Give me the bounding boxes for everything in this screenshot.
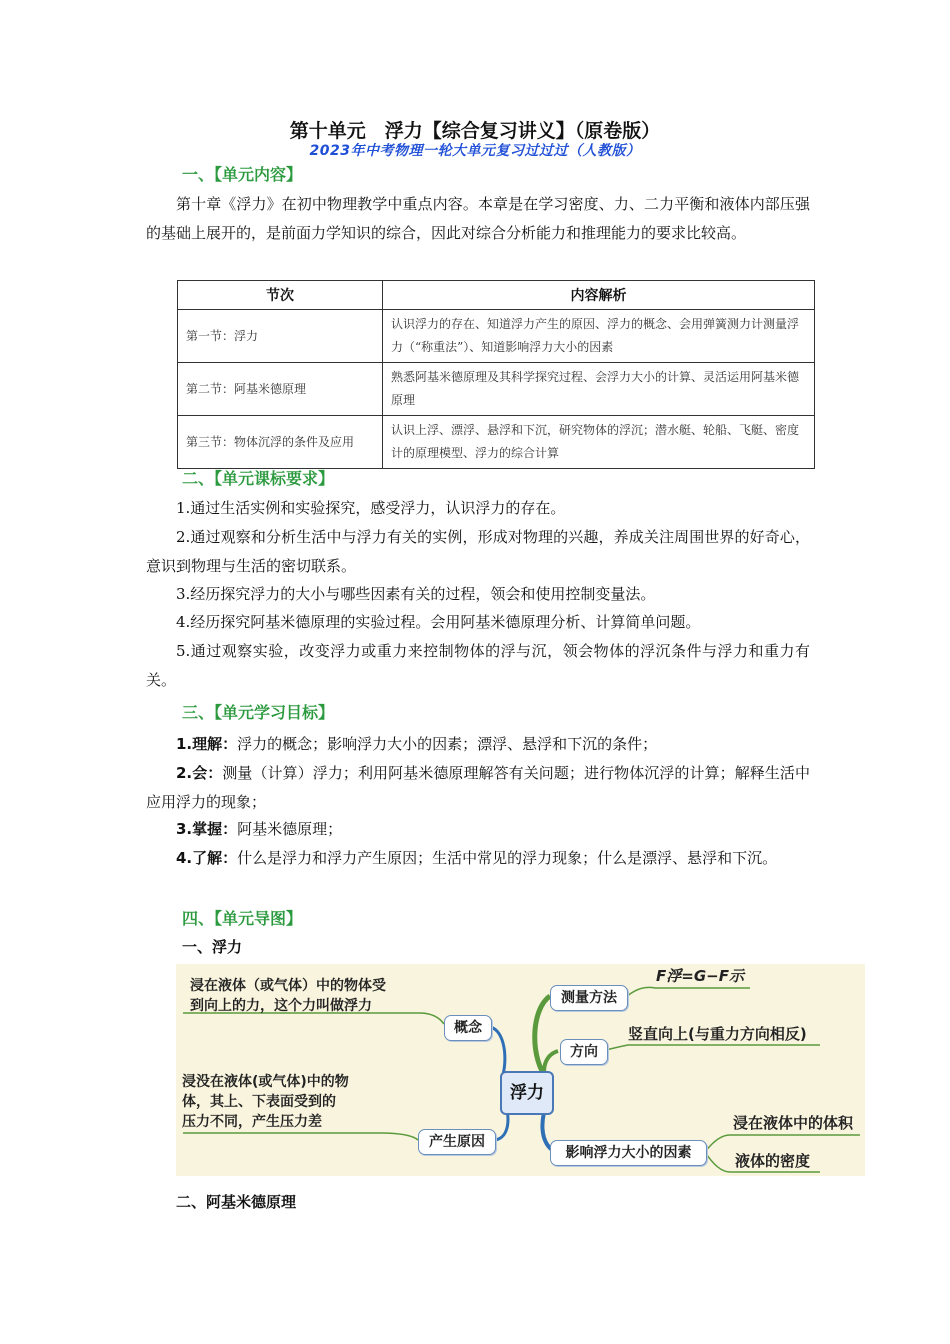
table-cell-analysis: 认识上浮、漂浮、悬浮和下沉，研究物体的浮沉；潜水艇、轮船、飞艇、密度计的原理模型、浮力的综合计算: [383, 416, 815, 469]
cause-line: 体，其上、下表面受到的: [182, 1094, 336, 1110]
goal-text: 浮力的概念；影响浮力大小的因素；漂浮、悬浮和下沉的条件；: [237, 735, 658, 753]
section2-heading: 二、【单元课标要求】: [182, 469, 335, 488]
table-cell-analysis: 熟悉阿基米德原理及其科学探究过程、会浮力大小的计算、灵活运用阿基米德原理: [383, 363, 815, 416]
concept-node: 概念: [444, 1015, 492, 1041]
concept-definition: [190, 976, 386, 1016]
requirement-item: 2.通过观察和分析生活中与浮力有关的实例，形成对物理的兴趣，养成关注周围世界的好奇心，意识到物理与生活的密切联系。: [146, 528, 810, 575]
factors-node: 影响浮力大小的因素: [550, 1140, 707, 1166]
document-title: 第十单元 浮力【综合复习讲义】（原卷版）: [289, 120, 661, 142]
mindmap-subheading-buoyancy: 一、浮力: [182, 938, 243, 956]
measure-node: 测量方法: [550, 985, 628, 1011]
goal-text: 什么是浮力和浮力产生原因；生活中常见的浮力现象；什么是漂浮、悬浮和下沉。: [237, 849, 778, 867]
section1-intro: 第十章《浮力》在初中物理教学中重点内容。本章是在学习密度、力、二力平衡和液体内部压强的基础上展开的，是前面力学知识的综合，因此对综合分析能力和推理能力的要求比较高。: [146, 195, 810, 242]
goal-text: 阿基米德原理；: [237, 820, 343, 838]
table-cell-section: 第二节：阿基米德原理: [178, 363, 383, 416]
requirement-item: 3.经历探究浮力的大小与哪些因素有关的过程，领会和使用控制变量法。: [176, 585, 656, 603]
goal-label: 3.掌握：: [176, 820, 238, 838]
table-header-cell: 内容解析: [383, 281, 815, 310]
section1-heading: 一、【单元内容】: [182, 165, 303, 184]
cause-explanation: [182, 1072, 349, 1132]
measure-formula: F浮=G−F示: [656, 967, 744, 985]
direction-node: 方向: [560, 1039, 608, 1065]
goal-label: 4.了解：: [176, 849, 238, 867]
concept-line: 浸在液体（或气体）中的物体受: [190, 978, 386, 994]
concept-line: 到向上的力，这个力叫做浮力: [190, 998, 372, 1014]
section3-heading: 三、【单元学习目标】: [182, 703, 335, 722]
factor-volume: 浸在液体中的体积: [733, 1114, 854, 1132]
section4-heading: 四、【单元导图】: [182, 909, 303, 928]
table-cell-analysis: 认识浮力的存在、知道浮力产生的原因、浮力的概念、会用弹簧测力计测量浮力（“称重法”）、知道影响浮力大小的因素: [383, 310, 815, 363]
document-subtitle: 2023年中考物理一轮大单元复习过过过（人教版）: [309, 143, 641, 159]
mindmap-subheading-archimedes: 二、阿基米德原理: [176, 1193, 297, 1211]
buoyancy-center-node: 浮力: [500, 1071, 554, 1115]
requirement-item: 5.通过观察实验，改变浮力或重力来控制物体的浮与沉，领会物体的浮沉条件与浮力和重力有关。: [146, 642, 810, 689]
requirement-item: 4.经历探究阿基米德原理的实验过程。会用阿基米德原理分析、计算简单问题。: [176, 613, 701, 631]
goal-text: 测量（计算）浮力；利用阿基米德原理解答有关问题；进行物体沉浮的计算；解释生活中应用浮力的现象；: [146, 764, 810, 811]
cause-node: 产生原因: [418, 1129, 496, 1155]
goal-label: 1.理解：: [176, 735, 238, 753]
goal-label: 2.会：: [176, 764, 223, 782]
factor-density: 液体的密度: [735, 1152, 811, 1170]
table-cell-section: 第三节：物体沉浮的条件及应用: [178, 416, 383, 469]
cause-line: 压力不同，产生压力差: [182, 1114, 322, 1130]
requirement-item: 1.通过生活实例和实验探究，感受浮力，认识浮力的存在。: [176, 499, 566, 517]
direction-text: 竖直向上(与重力方向相反): [628, 1025, 807, 1043]
cause-line: 浸没在液体(或气体)中的物: [182, 1074, 349, 1090]
table-header-cell: 节次: [178, 281, 383, 310]
table-cell-section: 第一节：浮力: [178, 310, 383, 363]
